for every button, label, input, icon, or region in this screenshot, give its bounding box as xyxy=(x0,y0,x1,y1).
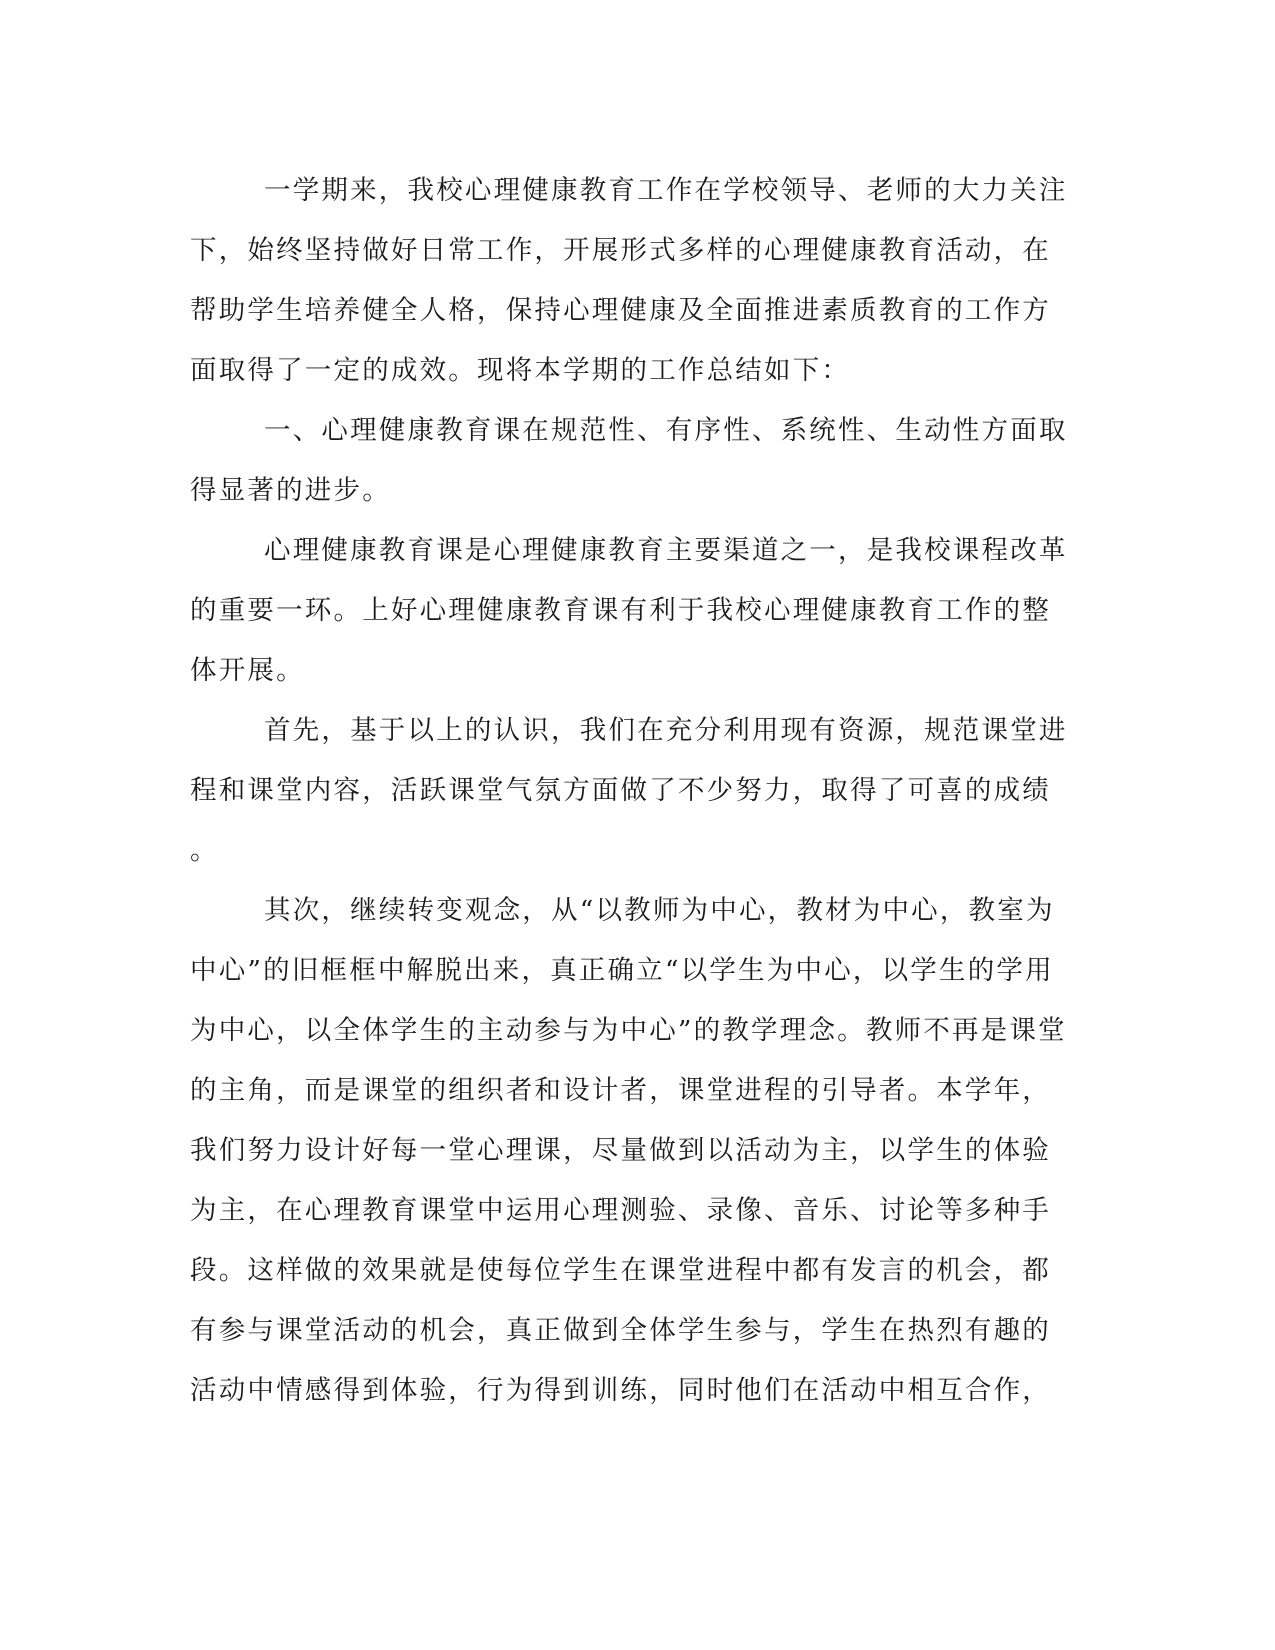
text-line: 段。这样做的效果就是使每位学生在课堂进程中都有发言的机会，都 xyxy=(190,1255,1051,1286)
text-line: 体开展。 xyxy=(190,655,305,686)
text-line: 帮助学生培养健全人格，保持心理健康及全面推进素质教育的工作方 xyxy=(190,295,1051,326)
text-line: 的主角，而是课堂的组织者和设计者，课堂进程的引导者。本学年， xyxy=(190,1075,1051,1106)
text-line: 为主，在心理教育课堂中运用心理测验、录像、音乐、讨论等多种手 xyxy=(190,1195,1051,1226)
text-line: 一、心理健康教育课在规范性、有序性、系统性、生动性方面取 xyxy=(264,415,1068,446)
text-line: 得显著的进步。 xyxy=(190,475,391,506)
text-line: 活动中情感得到体验，行为得到训练，同时他们在活动中相互合作， xyxy=(190,1375,1051,1406)
text-line: 下，始终坚持做好日常工作，开展形式多样的心理健康教育活动，在 xyxy=(190,235,1051,266)
text-line: 其次，继续转变观念，从“以教师为中心，教材为中心，教室为 xyxy=(264,895,1055,926)
text-line: 程和课堂内容，活跃课堂气氛方面做了不少努力，取得了可喜的成绩 xyxy=(190,775,1051,806)
text-line: 首先，基于以上的认识，我们在充分利用现有资源，规范课堂进 xyxy=(264,715,1068,746)
text-line: 为中心，以全体学生的主动参与为中心”的教学理念。教师不再是课堂 xyxy=(190,1015,1067,1046)
text-line: 有参与课堂活动的机会，真正做到全体学生参与，学生在热烈有趣的 xyxy=(190,1315,1051,1346)
text-line: 心理健康教育课是心理健康教育主要渠道之一，是我校课程改革 xyxy=(264,535,1068,566)
body-text xyxy=(190,161,1070,1421)
text-line: 面取得了一定的成效。现将本学期的工作总结如下： xyxy=(190,355,851,386)
text-line: 我们努力设计好每一堂心理课，尽量做到以活动为主，以学生的体验 xyxy=(190,1135,1051,1166)
text-line: 中心”的旧框框中解脱出来，真正确立“以学生为中心，以学生的学用 xyxy=(190,955,1054,986)
text-line: 一学期来，我校心理健康教育工作在学校领导、老师的大力关注 xyxy=(264,175,1068,206)
text-line: 。 xyxy=(190,835,219,866)
text-line: 的重要一环。上好心理健康教育课有利于我校心理健康教育工作的整 xyxy=(190,595,1051,626)
